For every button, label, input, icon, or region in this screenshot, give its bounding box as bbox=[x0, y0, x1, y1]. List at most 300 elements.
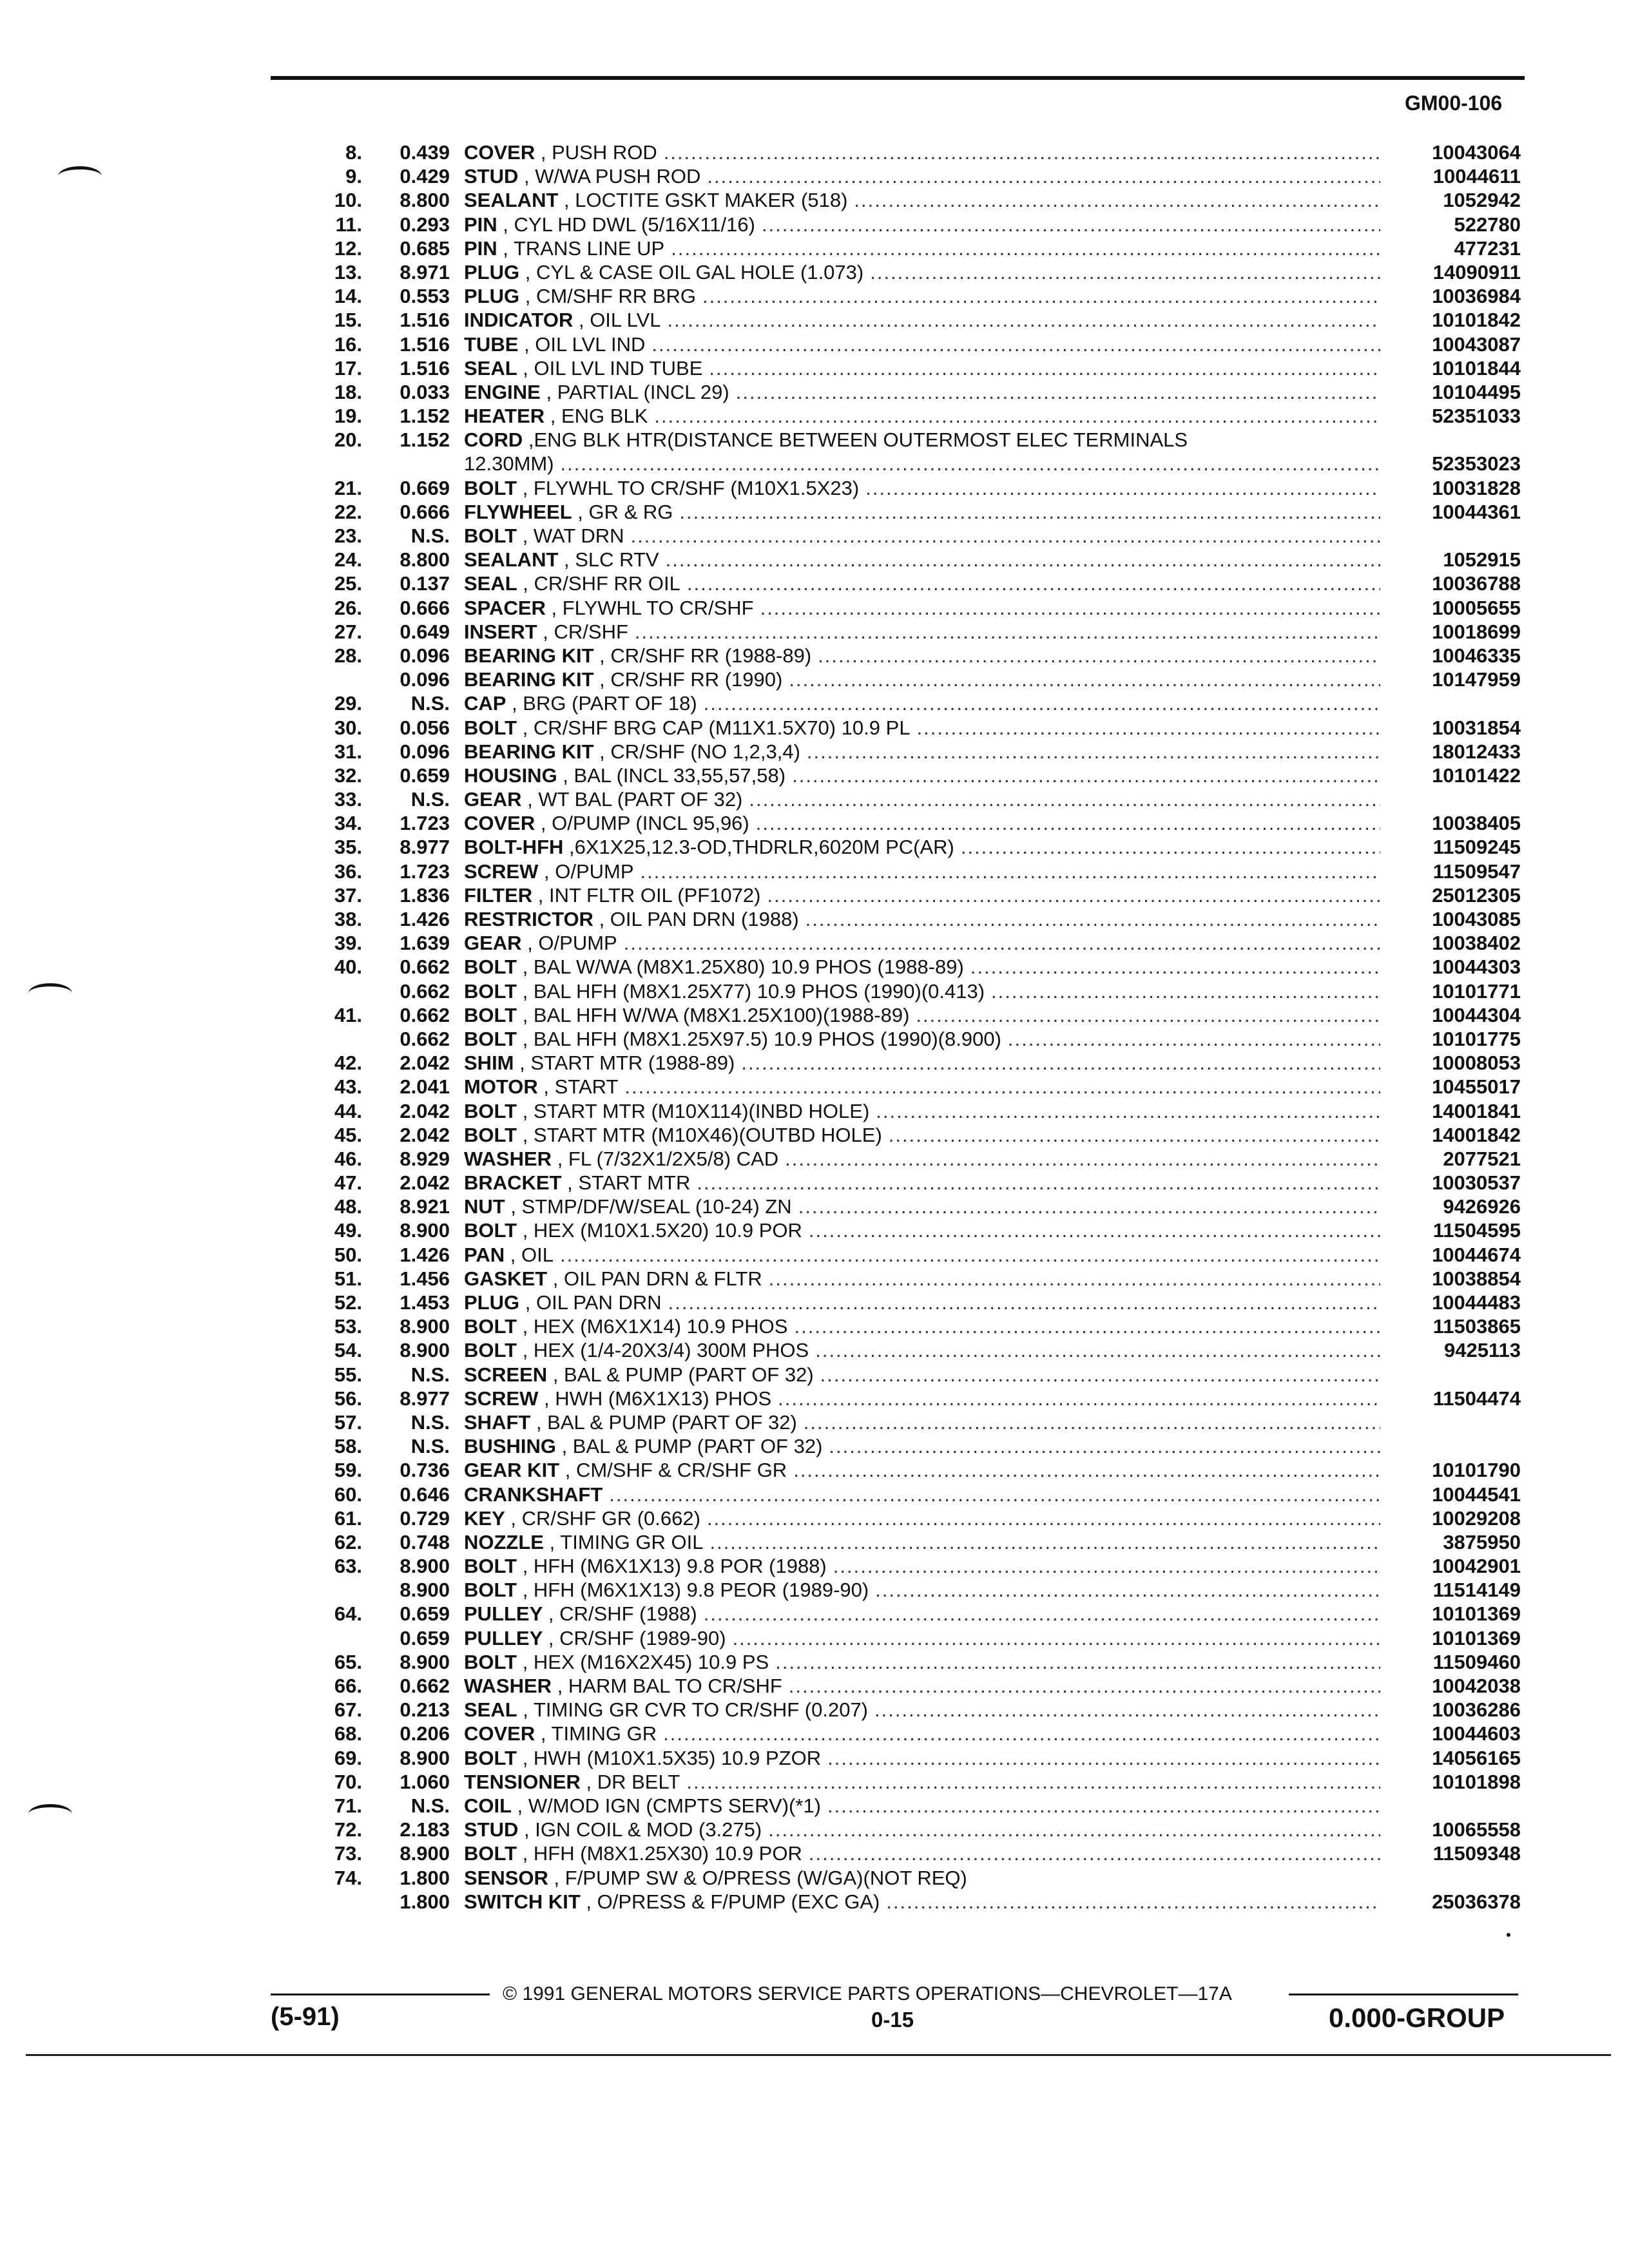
part-description bbox=[464, 284, 1380, 308]
part-description bbox=[464, 452, 1380, 476]
item-number: 73. bbox=[334, 1842, 362, 1865]
table-row bbox=[284, 1314, 1521, 1338]
table-row bbox=[284, 1890, 1521, 1914]
dot-leader bbox=[789, 1674, 1380, 1698]
part-detail: 12.30MM) bbox=[464, 452, 554, 476]
part-number: 10044304 bbox=[1432, 1003, 1521, 1026]
dot-leader bbox=[733, 1626, 1380, 1650]
table-row bbox=[284, 691, 1521, 715]
dot-leader bbox=[809, 1218, 1380, 1242]
dot-leader bbox=[820, 1363, 1380, 1387]
table-row bbox=[284, 1698, 1521, 1722]
part-name: HOUSING bbox=[464, 764, 557, 787]
group-number: N.S. bbox=[410, 1363, 450, 1386]
dot-leader bbox=[767, 883, 1380, 907]
item-number: 18. bbox=[334, 380, 362, 403]
dot-leader bbox=[809, 1841, 1380, 1865]
item-number: 45. bbox=[334, 1123, 362, 1146]
part-description bbox=[464, 596, 1380, 620]
part-name: COVER bbox=[464, 812, 535, 835]
part-number: 14001842 bbox=[1432, 1123, 1521, 1146]
part-detail: , HEX (1/4-20X3/4) 300M PHOS bbox=[517, 1339, 809, 1362]
part-name: GEAR bbox=[464, 932, 522, 955]
dot-leader bbox=[762, 213, 1380, 236]
item-number: 53. bbox=[334, 1315, 362, 1338]
table-row bbox=[284, 811, 1521, 835]
item-number: 44. bbox=[334, 1099, 362, 1122]
part-description bbox=[464, 380, 1380, 404]
item-number: 8. bbox=[345, 141, 362, 164]
group-number: 0.293 bbox=[400, 213, 450, 236]
part-description bbox=[464, 548, 1380, 572]
dot-leader bbox=[609, 1483, 1380, 1506]
group-number: 1.426 bbox=[400, 908, 450, 930]
part-description bbox=[464, 1051, 1380, 1075]
part-detail: , BAL HFH (M8X1.25X77) 10.9 PHOS (1990)(0.413) bbox=[517, 979, 985, 1003]
part-description bbox=[464, 476, 1380, 500]
table-row bbox=[284, 787, 1521, 811]
item-number: 57. bbox=[334, 1410, 362, 1434]
table-row bbox=[284, 1530, 1521, 1554]
dot-leader bbox=[631, 524, 1380, 548]
part-name: BOLT bbox=[464, 1579, 517, 1602]
part-description bbox=[464, 644, 1380, 668]
dot-leader bbox=[789, 668, 1380, 691]
part-number: 2077521 bbox=[1443, 1147, 1521, 1170]
part-description bbox=[464, 907, 1380, 931]
part-number: 10044361 bbox=[1432, 500, 1521, 523]
group-number: 0.096 bbox=[400, 668, 450, 691]
part-name: ENGINE bbox=[464, 380, 541, 403]
item-number: 62. bbox=[334, 1530, 362, 1553]
dot-leader bbox=[704, 1602, 1380, 1626]
group-number: 1.453 bbox=[400, 1291, 450, 1314]
item-number: 59. bbox=[334, 1459, 362, 1482]
item-number: 55. bbox=[334, 1363, 362, 1386]
part-detail: , TIMING GR CVR TO CR/SHF (0.207) bbox=[517, 1698, 869, 1722]
part-detail: , START MTR bbox=[561, 1171, 691, 1195]
part-detail: , WAT DRN bbox=[517, 524, 624, 547]
item-number: 21. bbox=[334, 476, 362, 499]
item-number: 28. bbox=[334, 644, 362, 667]
item-number: 54. bbox=[334, 1339, 362, 1362]
part-description bbox=[464, 1434, 1380, 1458]
group-number: 0.056 bbox=[400, 716, 450, 739]
group-number: 0.662 bbox=[400, 1027, 450, 1050]
table-row bbox=[284, 1027, 1521, 1051]
group-number: 1.060 bbox=[400, 1770, 450, 1793]
part-name: KEY bbox=[464, 1506, 505, 1530]
group-number: N.S. bbox=[410, 692, 450, 715]
group-number: 8.800 bbox=[400, 189, 450, 212]
part-number: 10038854 bbox=[1432, 1267, 1521, 1290]
part-detail: , PARTIAL (INCL 29) bbox=[540, 380, 729, 403]
part-description bbox=[464, 1410, 1380, 1434]
part-name: STUD bbox=[464, 1818, 519, 1841]
page-number: 0-15 bbox=[871, 2008, 914, 2032]
part-detail: , HEX (M16X2X45) 10.9 PS bbox=[517, 1650, 769, 1673]
group-number: 1.800 bbox=[400, 1866, 450, 1889]
part-description bbox=[464, 668, 1380, 691]
table-row bbox=[284, 332, 1521, 356]
part-description bbox=[464, 1841, 1380, 1865]
part-name: SEALANT bbox=[464, 548, 559, 572]
part-name: NUT bbox=[464, 1195, 505, 1218]
copyright-notice: © 1991 GENERAL MOTORS SERVICE PARTS OPERATIONS—CHEVROLET—17A bbox=[503, 1983, 1232, 2004]
part-detail: , OIL PAN DRN bbox=[519, 1291, 662, 1314]
part-number: 10044611 bbox=[1432, 165, 1521, 188]
dot-leader bbox=[807, 740, 1380, 764]
dot-leader bbox=[798, 1195, 1380, 1218]
part-number: 10101369 bbox=[1432, 1602, 1521, 1626]
group-number: 0.649 bbox=[400, 620, 450, 643]
part-number: 25036378 bbox=[1432, 1890, 1521, 1913]
part-number: 10036286 bbox=[1432, 1698, 1521, 1722]
part-number: 11509460 bbox=[1432, 1650, 1521, 1673]
footer-rule-right bbox=[1289, 1994, 1518, 1995]
table-row bbox=[284, 1291, 1521, 1314]
part-number: 10101771 bbox=[1432, 979, 1521, 1003]
group-number: 1.516 bbox=[400, 309, 450, 332]
group-number: 2.042 bbox=[400, 1171, 450, 1195]
group-number: 2.042 bbox=[400, 1099, 450, 1122]
part-description bbox=[464, 1147, 1380, 1171]
table-row bbox=[284, 213, 1521, 236]
part-detail: , HEX (M6X1X14) 10.9 PHOS bbox=[517, 1315, 788, 1338]
part-detail: , CR/SHF (1988) bbox=[543, 1602, 697, 1626]
part-description bbox=[464, 883, 1380, 907]
table-row bbox=[284, 1602, 1521, 1626]
item-number: 70. bbox=[334, 1770, 362, 1793]
part-detail: , OIL LVL bbox=[573, 309, 661, 332]
parts-list bbox=[284, 140, 1521, 1914]
part-name: BOLT bbox=[464, 1842, 517, 1865]
table-row bbox=[284, 1267, 1521, 1291]
part-number: 52351033 bbox=[1432, 405, 1521, 428]
part-detail: , CR/SHF BRG CAP (M11X1.5X70) 10.9 PL bbox=[517, 716, 911, 739]
table-row bbox=[284, 1818, 1521, 1841]
part-description bbox=[464, 1314, 1380, 1338]
item-number: 27. bbox=[334, 620, 362, 643]
table-row bbox=[284, 524, 1521, 548]
table-row bbox=[284, 308, 1521, 332]
group-number: N.S. bbox=[410, 1794, 450, 1817]
part-detail: , CM/SHF RR BRG bbox=[519, 285, 696, 308]
part-number: 10046335 bbox=[1432, 644, 1521, 667]
part-description bbox=[464, 691, 1380, 715]
group-number: 1.723 bbox=[400, 812, 450, 835]
item-number: 23. bbox=[334, 524, 362, 547]
item-number: 34. bbox=[334, 812, 362, 835]
item-number: 9. bbox=[345, 165, 362, 188]
part-description bbox=[464, 140, 1380, 164]
item-number: 58. bbox=[334, 1435, 362, 1458]
part-name: CAP bbox=[464, 692, 506, 715]
part-name: PIN bbox=[464, 236, 497, 260]
group-number: 0.662 bbox=[400, 1003, 450, 1026]
item-number: 24. bbox=[334, 548, 362, 572]
part-name: SHAFT bbox=[464, 1410, 531, 1434]
group-number: 0.659 bbox=[400, 1626, 450, 1649]
part-number: 10044541 bbox=[1432, 1483, 1521, 1506]
part-detail: , HFH (M6X1X13) 9.8 PEOR (1989-90) bbox=[517, 1579, 869, 1602]
group-number: 0.662 bbox=[400, 1675, 450, 1697]
stray-dot bbox=[1507, 1933, 1510, 1937]
part-number: 10044674 bbox=[1432, 1243, 1521, 1266]
table-row bbox=[284, 1722, 1521, 1745]
part-detail: , BAL HFH (M8X1.25X97.5) 10.9 PHOS (1990)(8.900) bbox=[517, 1027, 1001, 1050]
part-number: 10036984 bbox=[1432, 285, 1521, 308]
part-description bbox=[464, 1578, 1380, 1602]
part-detail: , FL (7/32X1/2X5/8) CAD bbox=[552, 1147, 779, 1170]
punch-hole-mark bbox=[58, 166, 102, 186]
part-name: BOLT bbox=[464, 1003, 517, 1026]
part-detail: , OIL bbox=[505, 1243, 554, 1266]
table-row bbox=[284, 1626, 1521, 1650]
group-number: 0.685 bbox=[400, 236, 450, 260]
dot-leader bbox=[917, 716, 1380, 740]
table-row bbox=[284, 1841, 1521, 1865]
part-name: BOLT bbox=[464, 476, 517, 499]
part-detail: , F/PUMP SW & O/PRESS (W/GA)(NOT REQ) bbox=[548, 1866, 967, 1889]
part-number: 477231 bbox=[1454, 236, 1521, 260]
part-description bbox=[464, 1267, 1380, 1291]
part-description bbox=[464, 1650, 1380, 1674]
dot-leader bbox=[829, 1434, 1380, 1458]
part-description bbox=[464, 1602, 1380, 1626]
item-number: 71. bbox=[334, 1794, 362, 1817]
part-detail: , OIL LVL IND bbox=[518, 332, 646, 356]
part-description bbox=[464, 572, 1380, 595]
part-detail: , IGN COIL & MOD (3.275) bbox=[518, 1818, 762, 1841]
table-row bbox=[284, 644, 1521, 668]
part-number: 10101422 bbox=[1432, 764, 1521, 787]
part-description bbox=[464, 1458, 1380, 1482]
part-detail: , CYL & CASE OIL GAL HOLE (1.073) bbox=[519, 260, 864, 284]
part-number: 10044603 bbox=[1432, 1722, 1521, 1745]
table-row bbox=[284, 1434, 1521, 1458]
table-row bbox=[284, 428, 1521, 452]
group-number: 0.206 bbox=[400, 1722, 450, 1745]
group-number: 0.662 bbox=[400, 956, 450, 979]
punch-hole-mark bbox=[28, 1804, 72, 1824]
part-number: 10044303 bbox=[1432, 956, 1521, 979]
part-description bbox=[464, 164, 1380, 188]
part-name: NOZZLE bbox=[464, 1530, 544, 1553]
dot-leader bbox=[775, 1650, 1380, 1674]
part-description bbox=[464, 1890, 1380, 1914]
item-number: 16. bbox=[334, 332, 362, 356]
part-number: 9425113 bbox=[1444, 1339, 1521, 1362]
part-name: BOLT bbox=[464, 1555, 517, 1578]
group-number: 1.639 bbox=[400, 932, 450, 955]
part-name: SCREW bbox=[464, 860, 539, 883]
part-number: 10031854 bbox=[1432, 716, 1521, 739]
table-row bbox=[284, 1171, 1521, 1195]
part-description bbox=[464, 979, 1380, 1003]
part-name: SEAL bbox=[464, 572, 517, 595]
dot-leader bbox=[561, 452, 1380, 476]
dot-leader bbox=[870, 260, 1380, 284]
part-detail: , W/WA PUSH ROD bbox=[518, 165, 701, 188]
part-detail: , FLYWHL TO CR/SHF bbox=[545, 596, 754, 619]
part-number: 10029208 bbox=[1432, 1506, 1521, 1530]
part-detail: , O/PUMP bbox=[521, 932, 617, 955]
item-number: 37. bbox=[334, 883, 362, 907]
item-number: 61. bbox=[334, 1506, 362, 1530]
part-description bbox=[464, 356, 1380, 380]
part-detail: , CYL HD DWL (5/16X11/16) bbox=[497, 213, 755, 236]
table-row bbox=[284, 404, 1521, 428]
part-detail: , FLYWHL TO CR/SHF (M10X1.5X23) bbox=[517, 476, 860, 499]
part-detail: , CR/SHF RR (1990) bbox=[593, 668, 783, 691]
part-name: SHIM bbox=[464, 1052, 514, 1075]
part-description bbox=[464, 1746, 1380, 1770]
part-detail: , TIMING GR bbox=[535, 1722, 657, 1745]
dot-leader bbox=[961, 835, 1380, 859]
part-number: 10042901 bbox=[1432, 1555, 1521, 1578]
part-detail: , PUSH ROD bbox=[535, 141, 657, 164]
dot-leader bbox=[686, 1770, 1380, 1794]
group-number: 8.900 bbox=[400, 1339, 450, 1362]
table-row bbox=[284, 596, 1521, 620]
part-description bbox=[464, 787, 1380, 811]
part-name: FILTER bbox=[464, 883, 533, 907]
part-description bbox=[464, 213, 1380, 236]
item-number: 12. bbox=[334, 236, 362, 260]
table-row bbox=[284, 1003, 1521, 1027]
group-number: 8.977 bbox=[400, 836, 450, 859]
part-number: 10147959 bbox=[1432, 668, 1521, 691]
part-name: PLUG bbox=[464, 260, 520, 284]
part-detail: , WT BAL (PART OF 32) bbox=[521, 788, 743, 811]
part-name: BOLT bbox=[464, 1746, 517, 1769]
part-name: WASHER bbox=[464, 1147, 552, 1170]
part-number: 10043064 bbox=[1432, 141, 1521, 164]
part-detail: , BAL HFH W/WA (M8X1.25X100)(1988-89) bbox=[517, 1003, 910, 1026]
part-description bbox=[464, 1027, 1380, 1051]
item-number: 43. bbox=[334, 1075, 362, 1099]
part-number: 11503865 bbox=[1432, 1315, 1521, 1338]
item-number: 41. bbox=[334, 1003, 362, 1026]
table-row bbox=[284, 860, 1521, 883]
group-number: 8.971 bbox=[400, 260, 450, 284]
table-row bbox=[284, 1363, 1521, 1387]
item-number: 29. bbox=[334, 692, 362, 715]
item-number: 39. bbox=[334, 932, 362, 955]
table-row bbox=[284, 1866, 1521, 1890]
table-row bbox=[284, 284, 1521, 308]
item-number: 32. bbox=[334, 764, 362, 787]
table-row bbox=[284, 764, 1521, 787]
part-description bbox=[464, 1698, 1380, 1722]
dot-leader bbox=[697, 1171, 1380, 1195]
group-number: 0.659 bbox=[400, 764, 450, 787]
part-description bbox=[464, 1075, 1380, 1099]
table-row bbox=[284, 1506, 1521, 1530]
item-number: 74. bbox=[334, 1866, 362, 1889]
part-detail: , HWH (M10X1.5X35) 10.9 PZOR bbox=[517, 1746, 822, 1769]
punch-hole-mark bbox=[28, 983, 72, 1003]
part-number: 14056165 bbox=[1432, 1746, 1521, 1769]
group-number: 1.723 bbox=[400, 860, 450, 883]
dot-leader bbox=[671, 236, 1380, 260]
part-detail: , HARM BAL TO CR/SHF bbox=[552, 1675, 782, 1697]
part-detail: ,6X1X25,12.3-OD,THDRLR,6020M PC(AR) bbox=[563, 836, 954, 859]
part-description bbox=[464, 332, 1380, 356]
part-description bbox=[464, 308, 1380, 332]
part-description bbox=[464, 1003, 1380, 1027]
part-description bbox=[464, 931, 1380, 955]
dot-leader bbox=[804, 1410, 1380, 1434]
part-detail: , CR/SHF RR OIL bbox=[517, 572, 680, 595]
part-description bbox=[464, 620, 1380, 644]
part-number: 14090911 bbox=[1432, 260, 1521, 284]
document-id: GM00-106 bbox=[1405, 91, 1503, 115]
item-number: 25. bbox=[334, 572, 362, 595]
part-detail: ,ENG BLK HTR(DISTANCE BETWEEN OUTERMOST ELEC TERMINALS bbox=[523, 428, 1188, 452]
table-row bbox=[284, 548, 1521, 572]
part-detail: , O/PRESS & F/PUMP (EXC GA) bbox=[580, 1890, 880, 1913]
dot-leader bbox=[709, 1530, 1380, 1554]
group-number: 8.900 bbox=[400, 1650, 450, 1673]
part-number: 52353023 bbox=[1432, 452, 1521, 476]
part-number: 10043085 bbox=[1432, 908, 1521, 930]
dot-leader bbox=[709, 356, 1380, 380]
part-description bbox=[464, 1387, 1380, 1410]
part-name: COVER bbox=[464, 1722, 535, 1745]
group-number: 0.669 bbox=[400, 476, 450, 499]
item-number: 67. bbox=[334, 1698, 362, 1722]
part-detail: , CR/SHF bbox=[537, 620, 628, 643]
part-detail: , HEX (M10X1.5X20) 10.9 POR bbox=[517, 1219, 802, 1242]
dot-leader bbox=[874, 1698, 1380, 1722]
dot-leader bbox=[778, 1387, 1380, 1410]
part-number: 10101790 bbox=[1432, 1459, 1521, 1482]
item-number: 69. bbox=[334, 1746, 362, 1769]
part-name: PULLEY bbox=[464, 1626, 543, 1649]
group-number: 2.042 bbox=[400, 1123, 450, 1146]
part-name: INSERT bbox=[464, 620, 537, 643]
group-number: 0.439 bbox=[400, 141, 450, 164]
part-name: BOLT-HFH bbox=[464, 836, 564, 859]
part-name: SEAL bbox=[464, 356, 517, 380]
dot-leader bbox=[876, 1099, 1380, 1123]
group-number: 1.152 bbox=[400, 428, 450, 452]
part-name: PULLEY bbox=[464, 1602, 543, 1626]
part-name: BEARING KIT bbox=[464, 644, 594, 667]
part-detail: , CR/SHF (NO 1,2,3,4) bbox=[593, 740, 800, 763]
part-description bbox=[464, 1171, 1380, 1195]
dot-leader bbox=[687, 572, 1380, 595]
group-number: 1.152 bbox=[400, 405, 450, 428]
part-name: PIN bbox=[464, 213, 497, 236]
part-description bbox=[464, 1722, 1380, 1745]
part-name: BOLT bbox=[464, 716, 517, 739]
table-row bbox=[284, 668, 1521, 691]
table-row bbox=[284, 716, 1521, 740]
part-name: GEAR bbox=[464, 788, 522, 811]
table-row bbox=[284, 1338, 1521, 1362]
part-detail: , OIL PAN DRN & FLTR bbox=[547, 1267, 762, 1290]
part-number: 10043087 bbox=[1432, 332, 1521, 356]
part-detail: , O/PUMP bbox=[538, 860, 634, 883]
part-detail: , OIL PAN DRN (1988) bbox=[593, 908, 799, 930]
table-row bbox=[284, 164, 1521, 188]
dot-leader bbox=[635, 620, 1380, 644]
dot-leader bbox=[827, 1794, 1380, 1818]
item-number: 38. bbox=[334, 908, 362, 930]
